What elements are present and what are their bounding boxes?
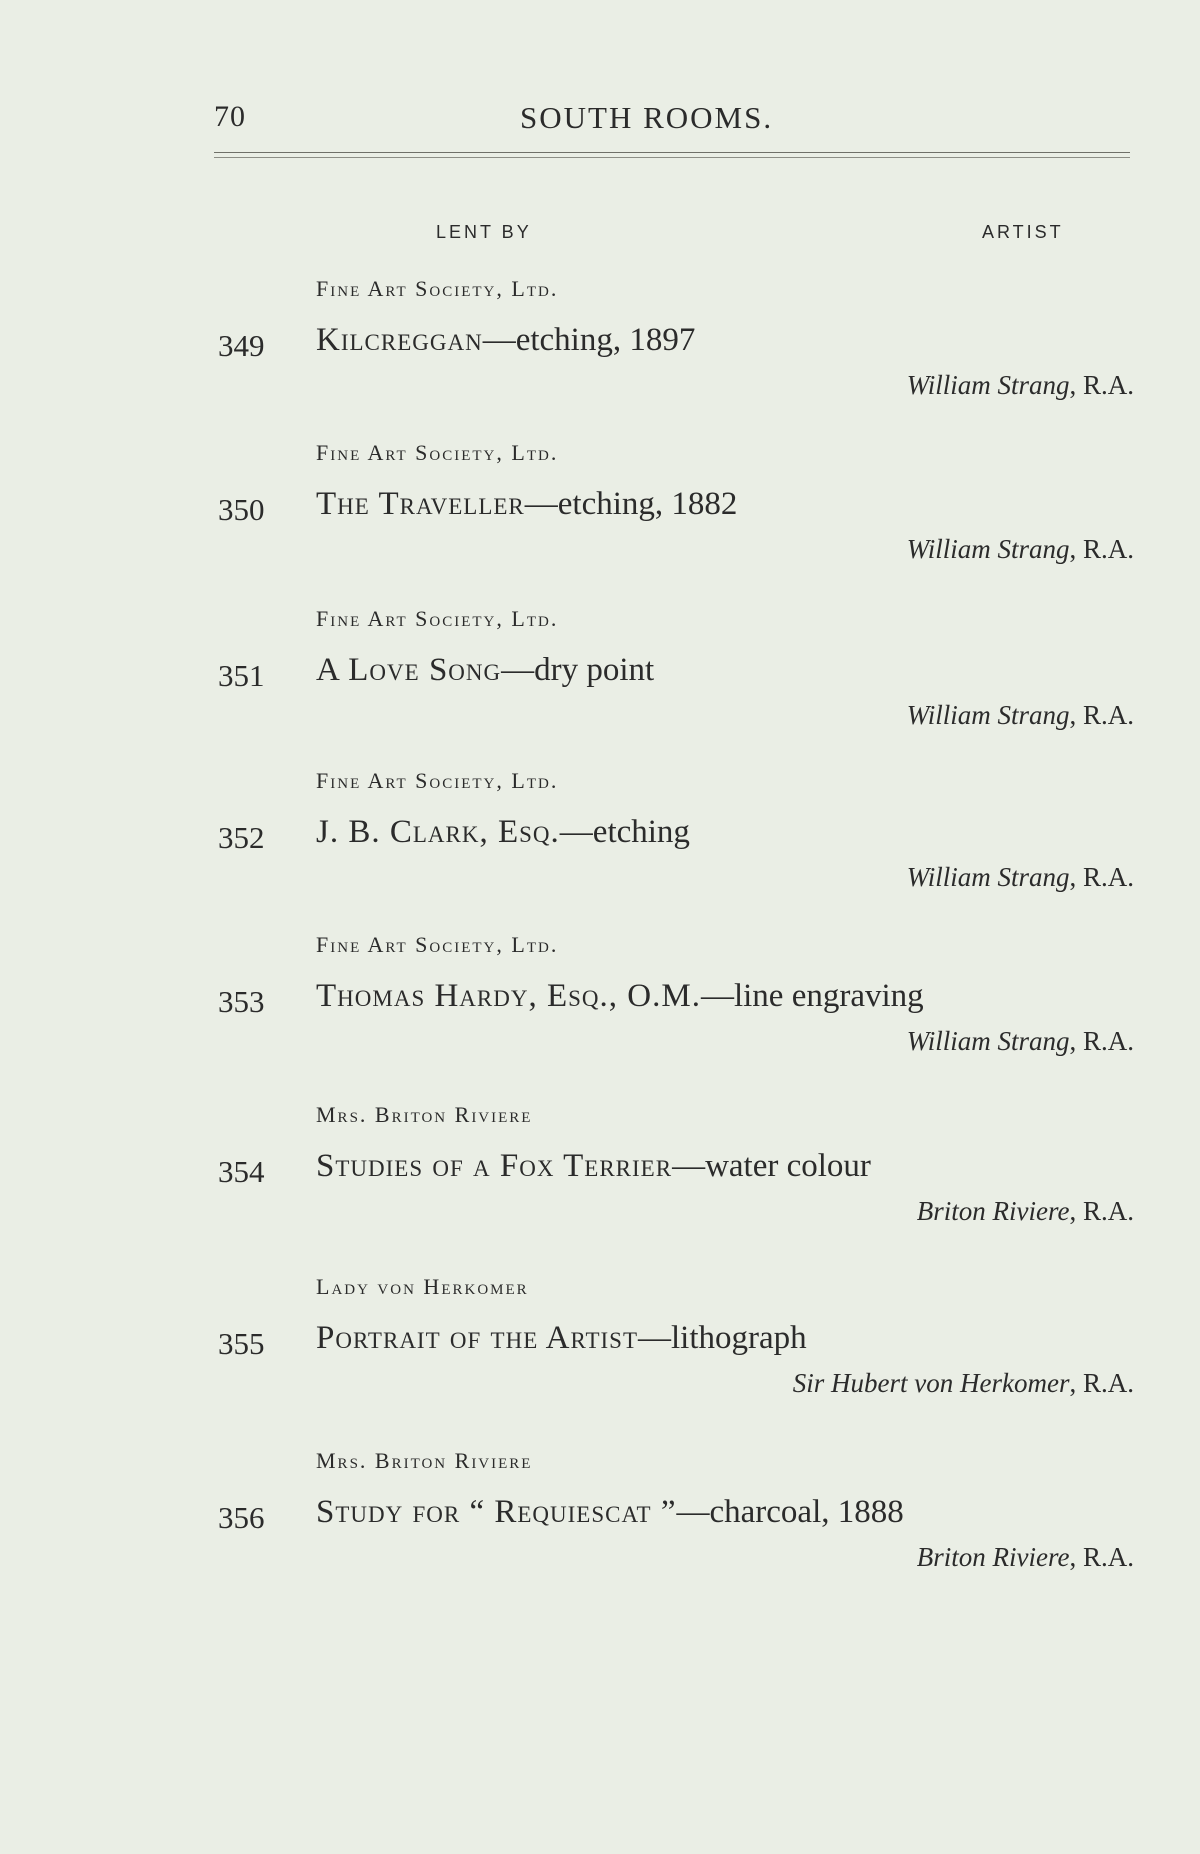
header-rule-secondary [214, 157, 1130, 158]
work-medium: —etching, 1897 [482, 322, 696, 358]
lender: Lady von Herkomer [316, 1274, 529, 1299]
column-heading-artist: ARTIST [982, 222, 1064, 242]
artist-line [907, 534, 1134, 565]
catalogue-entry [214, 932, 1144, 1082]
artist-suffix: , R.A. [1069, 1368, 1134, 1398]
work-title: Portrait of the Artist [316, 1320, 639, 1356]
catalogue-number: 351 [218, 658, 265, 693]
work-title-line [316, 486, 737, 523]
work-title-line [316, 1148, 871, 1185]
work-title: Thomas Hardy, Esq., O.M. [316, 978, 701, 1014]
work-title: J. B. Clark, Esq. [316, 814, 560, 850]
artist-name: William Strang [906, 370, 1070, 400]
catalogue-number: 350 [218, 492, 265, 527]
catalogue-entry [214, 276, 1144, 426]
artist-suffix: , R.A. [1069, 1196, 1134, 1226]
artist-suffix: , R.A. [1069, 534, 1134, 564]
catalogue-number: 353 [218, 984, 265, 1019]
artist-suffix: , R.A. [1069, 1542, 1134, 1572]
lender: Mrs. Briton Riviere [316, 1102, 533, 1127]
lender: Fine Art Society, Ltd. [316, 276, 559, 301]
artist-suffix: , R.A. [1069, 370, 1134, 400]
artist-line [917, 1196, 1134, 1227]
catalogue-entry [214, 440, 1144, 590]
column-headings [214, 222, 1130, 246]
artist-name: William Strang [906, 862, 1070, 892]
catalogue-entry [214, 606, 1144, 756]
artist-suffix: , R.A. [1069, 1026, 1134, 1056]
running-title: SOUTH ROOMS. [520, 100, 774, 135]
artist-suffix: , R.A. [1069, 700, 1134, 730]
artist-name: Briton Riviere [916, 1542, 1070, 1572]
artist-name: William Strang [906, 1026, 1070, 1056]
work-medium: —etching, 1882 [524, 486, 738, 522]
work-medium: —water colour [672, 1148, 871, 1184]
lender: Fine Art Society, Ltd. [316, 932, 559, 957]
artist-name: Briton Riviere [916, 1196, 1070, 1226]
catalogue-entry [214, 768, 1144, 918]
page-number: 70 [214, 100, 246, 133]
artist-name: William Strang [906, 534, 1070, 564]
work-title-line [316, 1494, 904, 1531]
artist-line [907, 1026, 1134, 1057]
catalogue-entry [214, 1448, 1144, 1598]
catalogue-number: 356 [218, 1500, 265, 1535]
artist-line [907, 700, 1134, 731]
work-title-line [316, 978, 924, 1015]
catalogue-entry [214, 1102, 1144, 1252]
catalogue-number: 355 [218, 1326, 265, 1361]
artist-line [917, 1542, 1134, 1573]
page-header [214, 100, 1130, 150]
lender: Mrs. Briton Riviere [316, 1448, 533, 1473]
catalogue-number: 349 [218, 328, 265, 363]
work-title-line [316, 1320, 807, 1357]
catalogue-number: 354 [218, 1154, 265, 1189]
artist-suffix: , R.A. [1069, 862, 1134, 892]
lender: Fine Art Society, Ltd. [316, 440, 559, 465]
lender: Fine Art Society, Ltd. [316, 606, 559, 631]
work-title: Study for “ Requiescat ” [316, 1494, 677, 1530]
work-title: A Love Song [316, 652, 502, 688]
work-title-line [316, 814, 690, 851]
artist-line [907, 862, 1134, 893]
work-title: Studies of a Fox Terrier [316, 1148, 673, 1184]
artist-line [793, 1368, 1134, 1399]
work-medium: —charcoal, 1888 [676, 1494, 904, 1530]
catalogue-entry [214, 1274, 1144, 1424]
column-heading-lent-by: LENT BY [436, 222, 532, 242]
catalogue-number: 352 [218, 820, 265, 855]
lender: Fine Art Society, Ltd. [316, 768, 559, 793]
work-medium: —lithograph [638, 1320, 807, 1356]
header-rule [214, 152, 1130, 153]
work-medium: —etching [559, 814, 690, 850]
artist-name: Sir Hubert von Herkomer [792, 1368, 1070, 1398]
work-medium: —dry point [501, 652, 655, 688]
work-title-line [316, 652, 654, 689]
work-title: Kilcreggan [316, 322, 483, 358]
work-medium: —line engraving [700, 978, 924, 1014]
artist-line [907, 370, 1134, 401]
work-title-line [316, 322, 695, 359]
work-title: The Traveller [316, 486, 525, 522]
artist-name: William Strang [906, 700, 1070, 730]
